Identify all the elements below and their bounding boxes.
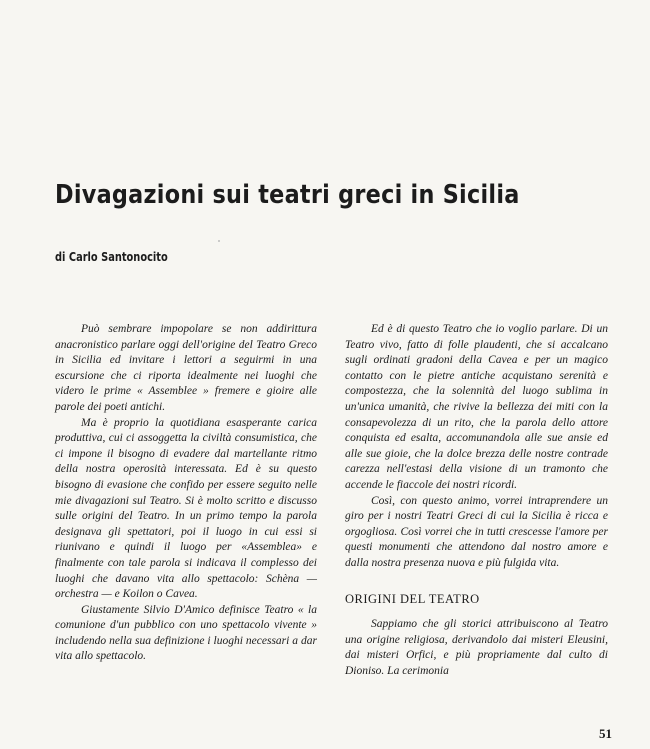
right-column bbox=[345, 322, 608, 679]
article-author: di Carlo Santonocito bbox=[55, 250, 168, 264]
article-title: Divagazioni sui teatri greci in Sicilia bbox=[55, 180, 520, 210]
left-column bbox=[55, 322, 317, 665]
paragraph: Giustamente Silvio D'Amico definisce Teatro « la comunione d'un pubblico con uno spettacolo vivente » includendo nella sua definizione i luoghi necessari a dar vita allo spettacolo. bbox=[55, 603, 317, 663]
paragraph: Può sembrare impopolare se non addirittura anacronistico parlare oggi dell'origine del Teatro Greco in Sicilia ed invitare i lettori a seguirmi in una escursione che ci riporta idealmente nei luoghi che videro le prime « Assemblee » fremere e gioire alle parole dei poeti antichi. bbox=[55, 323, 317, 413]
paragraph: Ma è proprio la quotidiana esasperante carica produttiva, cui ci assoggetta la civiltà consumistica, che ci impone il bisogno di evadere dal martellante ritmo della nostra operosità interessata. Ed è su questo bisogno di evasione che confido per essere seguito nelle mie divagazioni sul Teatro. Si è molto scritto e discusso sulle origini del Teatro. In un primo tempo la parola designava gli spettatori, poi il luogo in cui essi si riunivano e quindi il luogo per «Assemblea» e finalmente con tale parola si indicava il complesso dei luoghi che davano vita allo spettacolo: Schèna — orchestra — e Koilon o Cavea. bbox=[55, 416, 317, 601]
page-number: 51 bbox=[599, 726, 612, 741]
paragraph: Sappiamo che gli storici attribuiscono al Teatro una origine religiosa, derivandolo dai misteri Eleusini, dai misteri Orfici, e più propriamente dal culto di Dioniso. La cerimonia bbox=[345, 618, 608, 677]
paragraph: Ed è di questo Teatro che io voglio parlare. Di un Teatro vivo, fatto di folle plaudenti, che si accalcano sugli ordinati gradoni della Cavea e per un magico contatto con le pietre antiche acquistano serenità e compostezza, che la solennità del luogo sublima in un'unica umanità, che rivive la bellezza dei miti con la consapevolezza di un rito, che la parola dello attore conquista ed esalta, accomunandola alle sue ansie ed alle sue gioie, che la dolce brezza delle nostre contrade carezza nell'estasi della visione di un tramonto che accende le fiaccole dei nostri ricordi. bbox=[345, 323, 608, 491]
paragraph: Così, con questo animo, vorrei intraprendere un giro per i nostri Teatri Greci di cui la Sicilia è ricca e orgogliosa. Così vorrei che in tutti crescesse l'amore per questi monumenti che attendono dal nostro amore e dalla nostra presenza nuova e più fulgida vita. bbox=[345, 494, 608, 569]
speck-mark bbox=[218, 240, 220, 242]
section-heading: ORIGINI DEL TEATRO bbox=[345, 591, 480, 606]
